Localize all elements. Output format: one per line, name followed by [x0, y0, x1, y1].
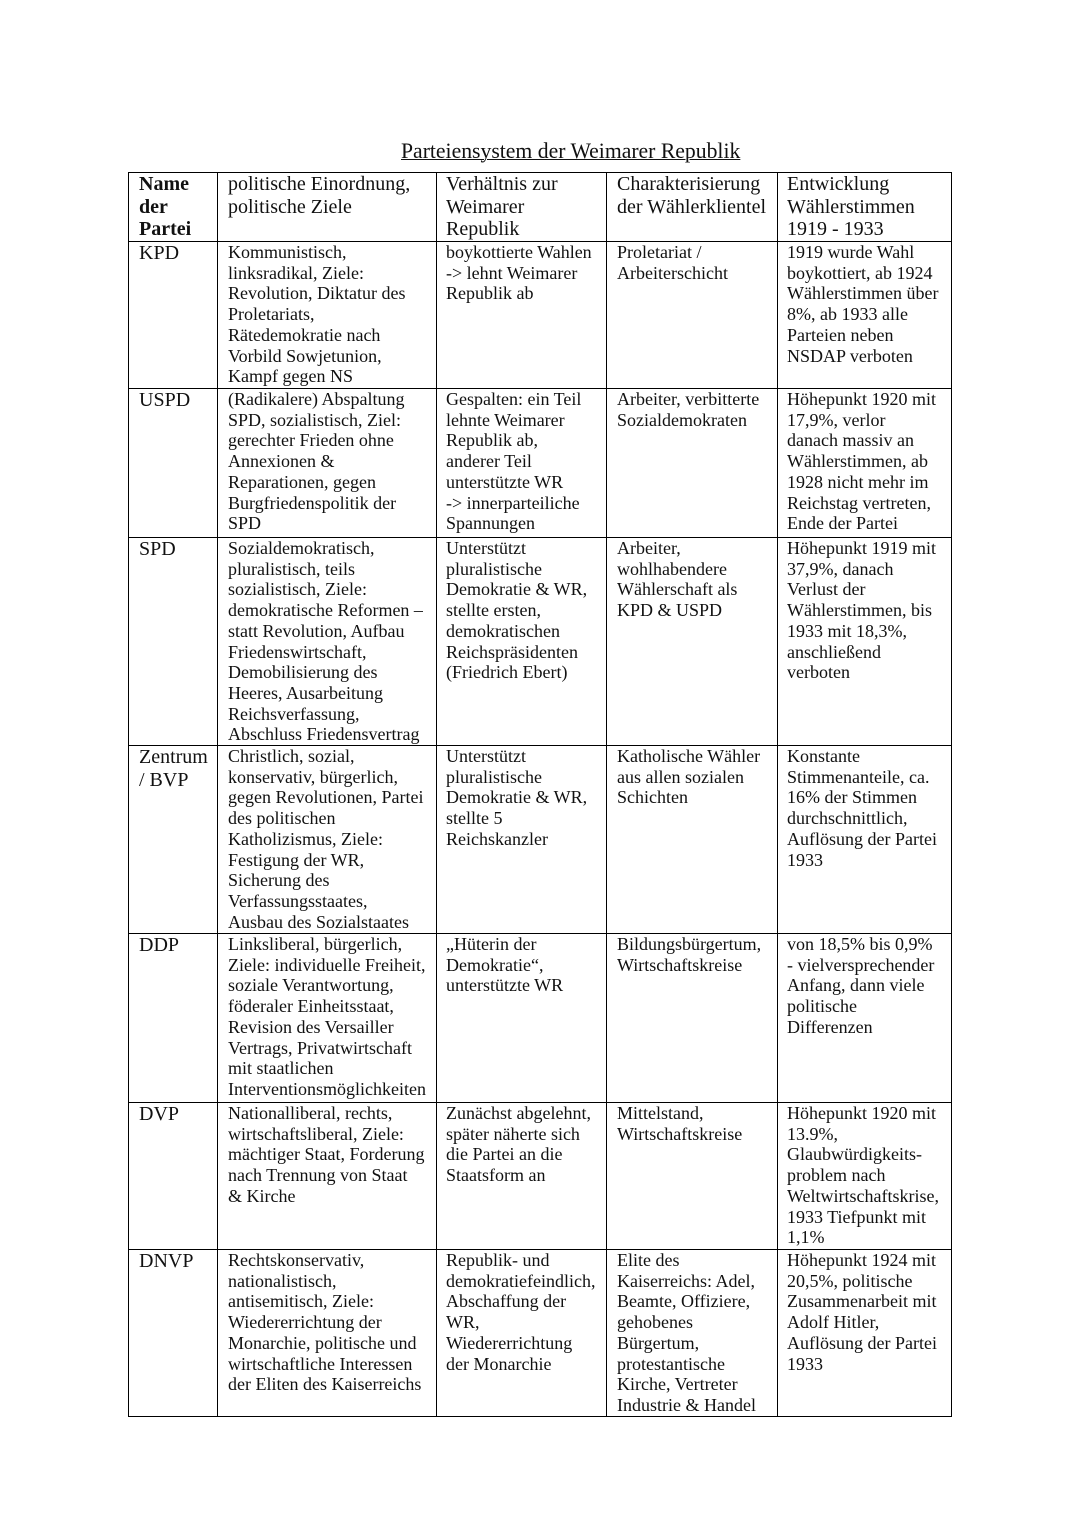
cell-entwicklung: Konstante Stimmenanteile, ca. 16% der Stimmen durchschnittlich, Auflösung der Partei 1933 [778, 746, 951, 933]
cell-verhaeltnis: boykottierte Wahlen -> lehnt Weimarer Republik ab [437, 242, 606, 388]
cell-waehlerklientel: Bildungsbürgertum, Wirtschaftskreise [607, 934, 777, 1102]
header-cell-waehlerklientel: Charakterisierung der Wählerklientel [607, 173, 777, 241]
cell-verhaeltnis: Zunächst abgelehnt, später näherte sich die Partei an die Staatsform an [437, 1103, 606, 1249]
cell-entwicklung: Höhepunkt 1920 mit 13.9%, Glaubwürdigkeits- problem nach Weltwirtschaftskrise, 1933 Tiefpunkt mit 1,1% [778, 1103, 951, 1249]
cell-verhaeltnis: Gespalten: ein Teil lehnte Weimarer Republik ab, anderer Teil unterstützte WR -> innerparteiliche Spannungen [437, 389, 606, 537]
cell-verhaeltnis: Republik- und demokratiefeindlich, Abschaffung der WR, Wiedererrichtung der Monarchie [437, 1250, 606, 1416]
header-cell-entwicklung: Entwicklung Wählerstimmen 1919 - 1933 [778, 173, 951, 241]
cell-partei: SPD [129, 538, 217, 745]
cell-partei: DNVP [129, 1250, 217, 1416]
cell-entwicklung: Höhepunkt 1920 mit 17,9%, verlor danach massiv an Wählerstimmen, ab 1928 nicht mehr im Reichstag vertreten, Ende der Partei [778, 389, 951, 537]
cell-einordnung: (Radikalere) Abspaltung SPD, sozialistisch, Ziel: gerechter Frieden ohne Annexionen & Reparationen, gegen Burgfriedenspolitik der SPD [218, 389, 436, 537]
cell-verhaeltnis: Unterstützt pluralistische Demokratie & WR, stellte 5 Reichskanzler [437, 746, 606, 933]
cell-partei: DVP [129, 1103, 217, 1249]
cell-einordnung: Rechtskonservativ, nationalistisch, antisemitisch, Ziele: Wiedererrichtung der Monarchie, politische und wirtschaftliche Interessen der Eliten des Kaiserreichs [218, 1250, 436, 1416]
cell-waehlerklientel: Katholische Wähler aus allen sozialen Schichten [607, 746, 777, 933]
cell-waehlerklientel: Proletariat / Arbeiterschicht [607, 242, 777, 388]
cell-entwicklung: Höhepunkt 1924 mit 20,5%, politische Zusammenarbeit mit Adolf Hitler, Auflösung der Partei 1933 [778, 1250, 951, 1416]
cell-verhaeltnis: „Hüterin der Demokratie“, unterstützte WR [437, 934, 606, 1102]
cell-einordnung: Kommunistisch, linksradikal, Ziele: Revolution, Diktatur des Proletariats, Rätedemokratie nach Vorbild Sowjetunion, Kampf gegen NS [218, 242, 436, 388]
header-cell-verhaeltnis: Verhältnis zur Weimarer Republik [437, 173, 606, 241]
cell-partei: KPD [129, 242, 217, 388]
cell-einordnung: Christlich, sozial, konservativ, bürgerlich, gegen Revolutionen, Partei des politischen Katholizismus, Ziele: Festigung der WR, Sicherung des Verfassungsstaates, Ausbau des Sozialstaates [218, 746, 436, 933]
parties-table [128, 172, 952, 1417]
cell-waehlerklientel: Arbeiter, verbitterte Sozialdemokraten [607, 389, 777, 537]
cell-waehlerklientel: Elite des Kaiserreichs: Adel, Beamte, Offiziere, gehobenes Bürgertum, protestantische Kirche, Vertreter Industrie & Handel [607, 1250, 777, 1416]
cell-partei: Zentrum / BVP [129, 746, 217, 933]
cell-einordnung: Linksliberal, bürgerlich, Ziele: individuelle Freiheit, soziale Verantwortung, föderaler Einheitsstaat, Revision des Versailler Vertrags, Privatwirtschaft mit staatlichen Interventionsmöglichkeiten [218, 934, 436, 1102]
header-cell-partei: Name der Partei [129, 173, 217, 241]
cell-waehlerklientel: Arbeiter, wohlhabendere Wählerschaft als KPD & USPD [607, 538, 777, 745]
cell-partei: DDP [129, 934, 217, 1102]
page-title: Parteiensystem der Weimarer Republik [401, 139, 741, 163]
cell-entwicklung: Höhepunkt 1919 mit 37,9%, danach Verlust der Wählerstimmen, bis 1933 mit 18,3%, anschließend verboten [778, 538, 951, 745]
cell-einordnung: Sozialdemokratisch, pluralistisch, teils sozialistisch, Ziele: demokratische Reformen – statt Revolution, Aufbau Friedenswirtschaft, Demobilisierung des Heeres, Ausarbeitung Reichsverfassung, Abschluss Friedensvertrag [218, 538, 436, 745]
cell-verhaeltnis: Unterstützt pluralistische Demokratie & WR, stellte ersten, demokratischen Reichspräsidenten (Friedrich Ebert) [437, 538, 606, 745]
cell-partei: USPD [129, 389, 217, 537]
cell-waehlerklientel: Mittelstand, Wirtschaftskreise [607, 1103, 777, 1249]
cell-einordnung: Nationalliberal, rechts, wirtschaftsliberal, Ziele: mächtiger Staat, Forderung nach Trennung von Staat & Kirche [218, 1103, 436, 1249]
header-cell-einordnung: politische Einordnung, politische Ziele [218, 173, 436, 241]
cell-entwicklung: 1919 wurde Wahl boykottiert, ab 1924 Wählerstimmen über 8%, ab 1933 alle Parteien neben NSDAP verboten [778, 242, 951, 388]
cell-entwicklung: von 18,5% bis 0,9% - vielversprechender Anfang, dann viele politische Differenzen [778, 934, 951, 1102]
